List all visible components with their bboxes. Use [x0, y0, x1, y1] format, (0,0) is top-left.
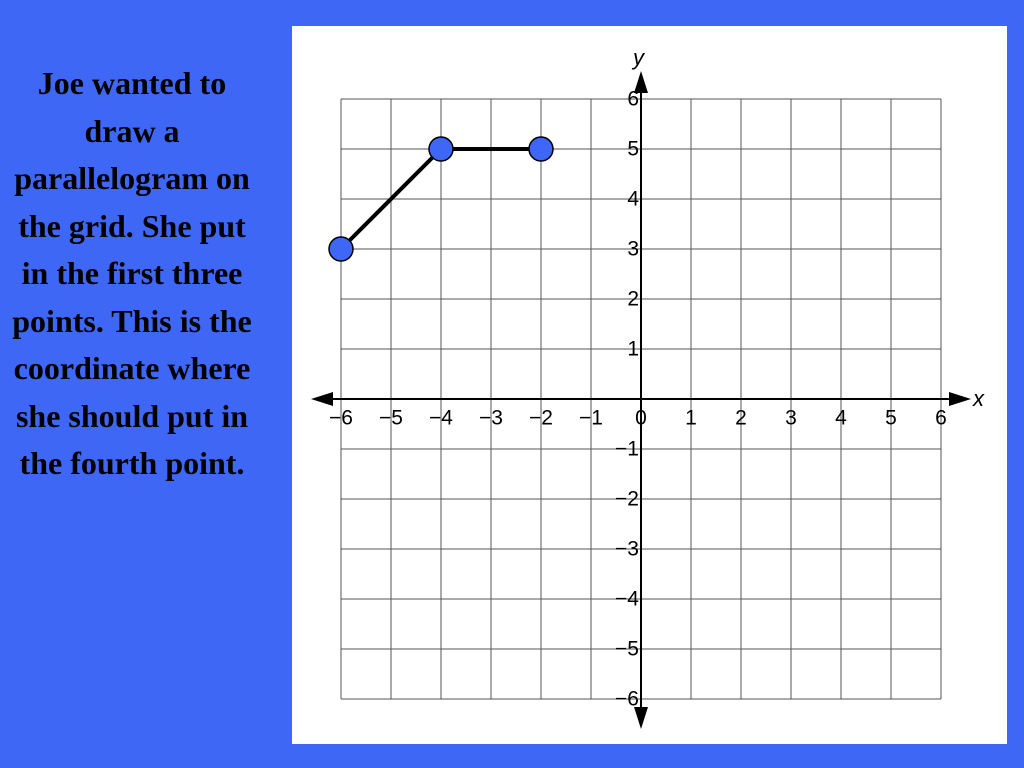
- x-axis-label: x: [973, 386, 984, 411]
- x-tick-label: −5: [379, 406, 403, 430]
- y-tick-label: 3: [627, 237, 639, 261]
- x-axis-arrow-left: [311, 392, 333, 406]
- y-tick-label: 6: [627, 87, 639, 111]
- y-tick-label: −1: [615, 437, 639, 461]
- x-tick-label: 3: [785, 406, 797, 430]
- y-tick-label: −2: [615, 487, 639, 511]
- x-tick-label: −3: [479, 406, 503, 430]
- question-text: Joe wanted to draw a parallelogram on the grid. She put in the first three points. This is the coordinate where she should put in the fourth point.: [12, 65, 252, 481]
- plotted-point: [529, 137, 553, 161]
- y-tick-label: 4: [627, 187, 639, 211]
- x-tick-label: −6: [329, 406, 353, 430]
- x-tick-label: 1: [685, 406, 697, 430]
- y-tick-label: 1: [627, 337, 639, 361]
- x-tick-label: −4: [429, 406, 453, 430]
- x-tick-label: 2: [735, 406, 747, 430]
- coordinate-plane: [292, 26, 1007, 744]
- y-tick-label: 5: [627, 137, 639, 161]
- axes: [311, 45, 985, 729]
- plotted-point: [329, 237, 353, 261]
- y-tick-label: −6: [615, 687, 639, 711]
- y-tick-label: −5: [615, 637, 639, 661]
- y-tick-label: 2: [627, 287, 639, 311]
- x-axis-arrow-right: [949, 392, 971, 406]
- x-tick-label: −2: [529, 406, 553, 430]
- y-axis-label: y: [633, 45, 644, 70]
- y-tick-label: −4: [615, 587, 639, 611]
- x-tick-label: 4: [835, 406, 847, 430]
- plotted-point: [429, 137, 453, 161]
- y-tick-label: −3: [615, 537, 639, 561]
- x-tick-label: −1: [579, 406, 603, 430]
- x-tick-label: 0: [635, 406, 647, 430]
- x-tick-label: 6: [935, 406, 947, 430]
- coordinate-grid-panel: [292, 26, 1007, 744]
- x-tick-label: 5: [885, 406, 897, 430]
